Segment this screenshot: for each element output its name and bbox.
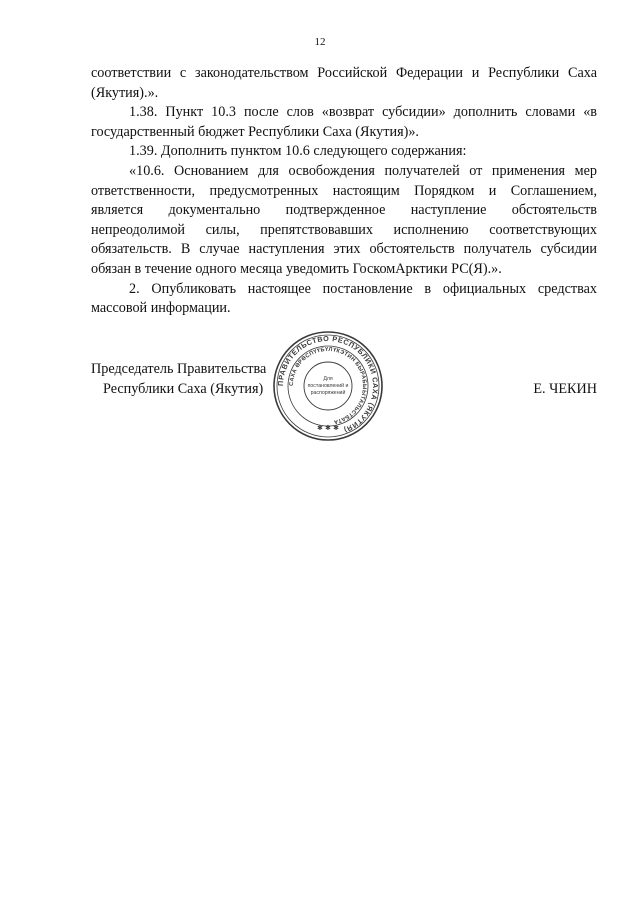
paragraph-item-2: 2. Опубликовать настоящее постановление в официальных средствах массовой информации. [91,280,597,317]
signatory-title [91,360,266,399]
official-seal-stamp [272,330,384,442]
signatory-name: Е. ЧЕКИН [533,381,597,397]
stamp-center-line2: постановлений и [307,383,349,389]
signatory-title-line2: Республики Саха (Якутия) [103,380,264,397]
paragraph-item-1-39: 1.39. Дополнить пунктом 10.6 следующего содержания: [129,143,467,160]
stamp-outer-text-path: ПРАВИТЕЛЬСТВО РЕСПУБЛИКИ САХА (ЯКУТИЯ) [275,333,381,435]
document-body [91,64,597,319]
signatory-title-line1: Председатель Правительства [91,361,267,377]
page-number: 12 [314,36,326,48]
paragraph-quote-10-6: «10.6. Основанием для освобождения получателей от применения мер ответственности, предусмотренных настоящим Порядком и Соглашением, является документально подтвержденное наступление обстоятельств непреодолимой силы, препятствовавших исполнению соответствующих обязательств. В случае наступления этих обстоятельств получатель субсидии обязан в течение одного месяца уведомить ГоскомАрктики РС(Я).». [91,162,597,277]
stamp-center-line3: распоряжений [310,390,346,396]
stamp-inner-text-path: САХА ӨРӨСПҮҮБҮЛҮКЭТИН БЫРАБЫЫТАЛЬСТБАТА [288,346,368,425]
paragraph-item-1-38: 1.38. Пункт 10.3 после слов «возврат субсидии» дополнить словами «в государственный бюджет Республики Саха (Якутия)». [91,104,597,140]
star-icon: ✱ ✱ ✱ [316,424,340,432]
stamp-center-line1: Для [323,376,333,382]
paragraph-continuation: соответствии с законодательством Российской Федерации и Республики Саха (Якутия).». [91,65,597,101]
